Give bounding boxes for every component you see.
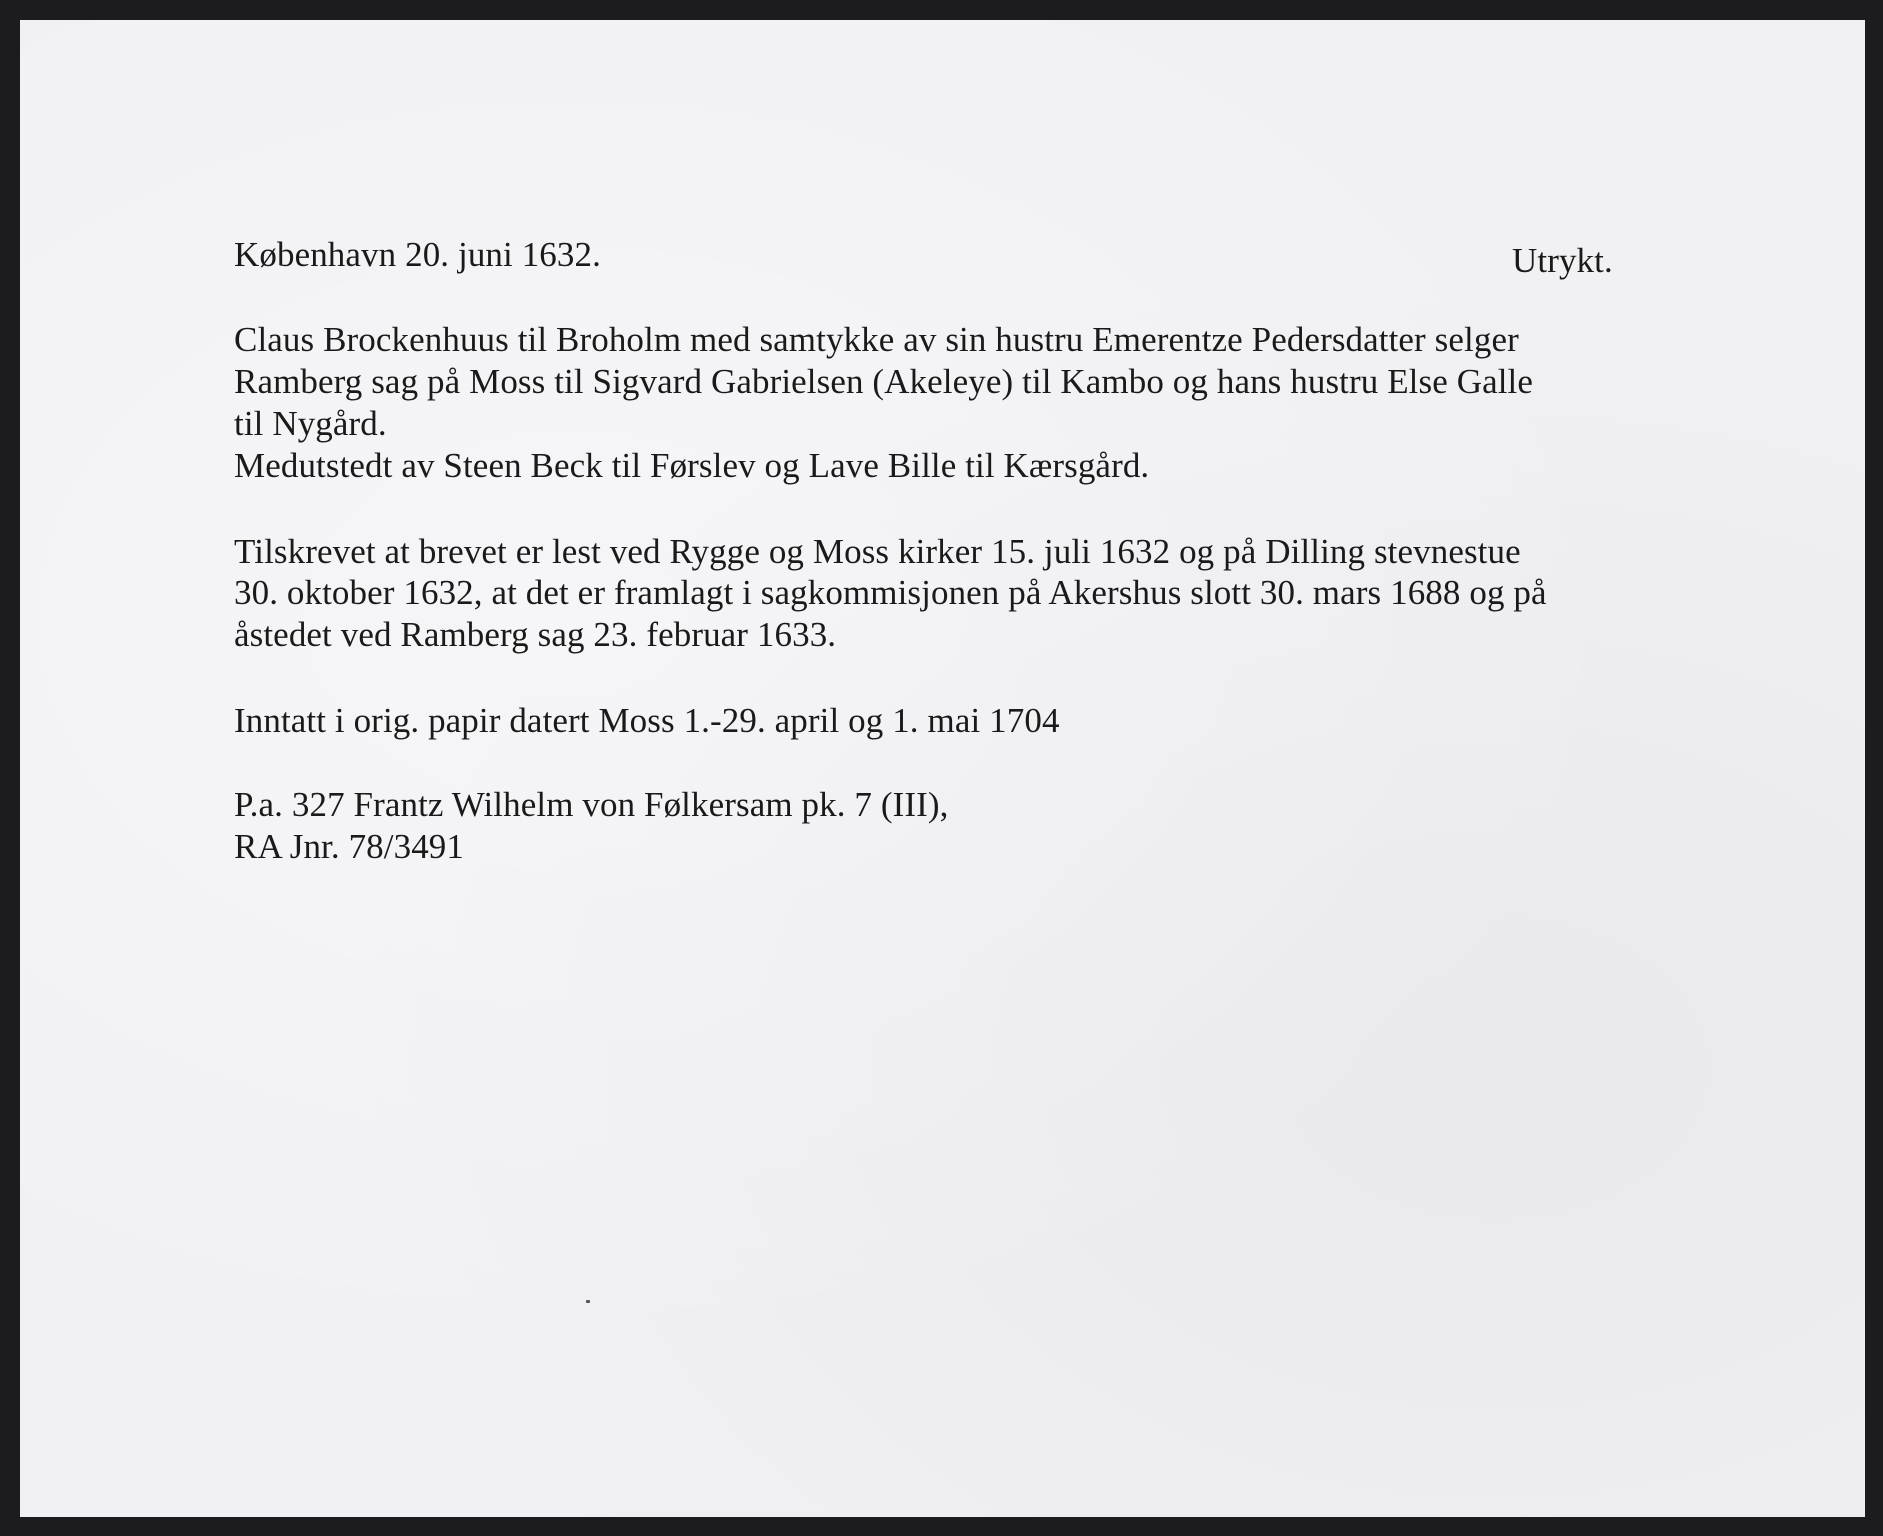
endorsement-line: åstedet ved Ramberg sag 23. februar 1633. bbox=[234, 615, 837, 654]
archive-line: P.a. 327 Frantz Wilhelm von Følkersam pk. 7 (III), bbox=[234, 785, 949, 824]
summary-line: til Nygård. bbox=[234, 404, 387, 443]
print-status: Utrykt. bbox=[1512, 241, 1613, 280]
source-note: Inntatt i orig. papir datert Moss 1.-29. april og 1. mai 1704 bbox=[234, 701, 1060, 740]
summary-line: Ramberg sag på Moss til Sigvard Gabrielsen (Akeleye) til Kambo og hans hustru Else Galle bbox=[234, 362, 1533, 401]
place-date: København 20. juni 1632. bbox=[234, 235, 601, 274]
archive-line: RA Jnr. 78/3491 bbox=[234, 827, 465, 866]
summary-line: Claus Brockenhuus til Broholm med samtykke av sin hustru Emerentze Pedersdatter selger bbox=[234, 320, 1519, 359]
endorsement-line: 30. oktober 1632, at det er framlagt i sagkommisjonen på Akershus slott 30. mars 1688 og på bbox=[234, 573, 1547, 612]
paper-speck bbox=[586, 1300, 590, 1303]
endorsement-line: Tilskrevet at brevet er lest ved Rygge og Moss kirker 15. juli 1632 og på Dilling stevnestue bbox=[234, 532, 1521, 571]
summary-line: Medutstedt av Steen Beck til Førslev og Lave Bille til Kærsgård. bbox=[234, 446, 1150, 485]
document-card bbox=[20, 20, 1865, 1517]
